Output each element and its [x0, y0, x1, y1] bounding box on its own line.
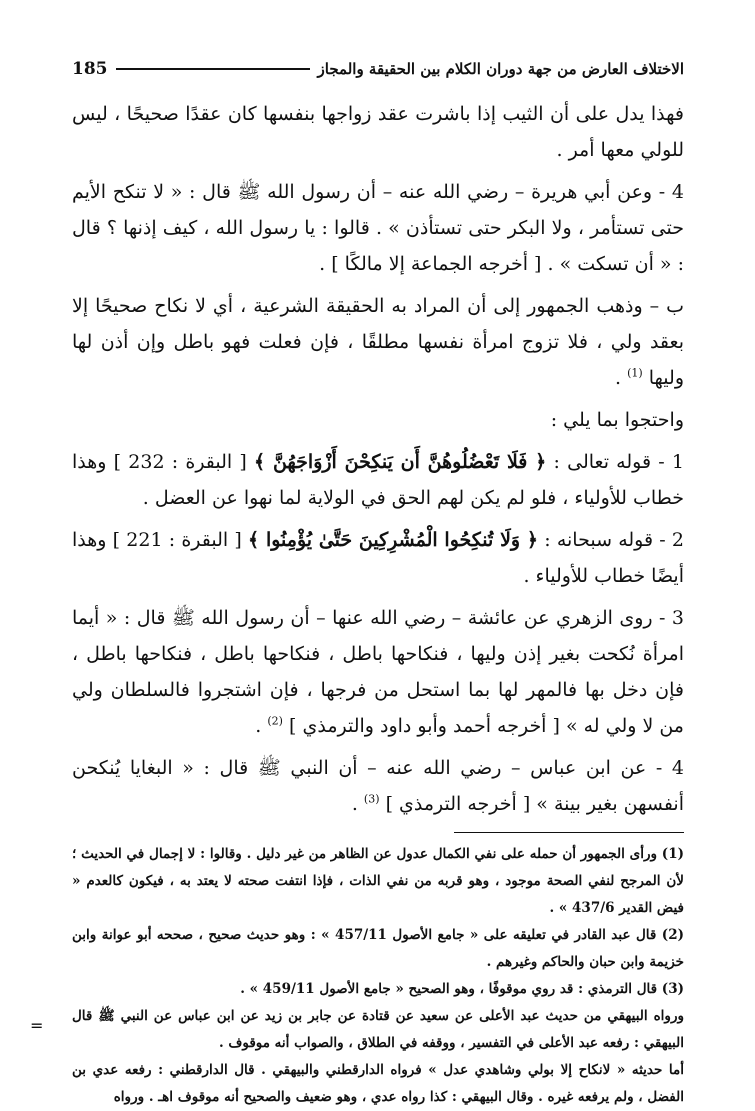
footnote-3-continued-bayhaqi: ورواه البيهقي من حديث عبد الأعلى عن سعيد عن قتادة عن جابر بن زيد عن ابن عباس عن النبي ﷺ قال البيهقي : رفعه عبد الأعلى في التفسير ، ووقفه في الطلاق ، والصواب أنه موقوف . [72, 1008, 684, 1051]
page-header [72, 52, 684, 86]
footnote-2: (2) قال عبد القادر في تعليقه على « جامع الأصول 457/11 » : وهو حديث صحيح ، صححه أبو عوانة وابن خزيمة وابن حبان والحاكم وغيرهم . [72, 927, 684, 970]
evidence-item-4-end: . [351, 793, 364, 815]
quran-verse-221: ﴿ وَلَا تُنكِحُوا الْمُشْرِكِينَ حَتَّىٰ يُؤْمِنُوا ﴾ [248, 529, 539, 551]
document-page [72, 52, 684, 1111]
page-number: 185 [72, 59, 108, 79]
footnote-3-continued-daraqutni: أما حديثه « لانكاح إلا بولي وشاهدي عدل » فرواه الدارقطني والبيهقي . قال الدارقطني : رفعه عدي بن الفضل ، ولم يرفعه غيره . وقال البيهقي : كذا رواه عدي ، وهو ضعيف والصحيح أنه موقوف اهـ . ورواه [72, 1062, 684, 1105]
evidence-item-2-pre: 2 - قوله سبحانه : [538, 529, 685, 551]
hadith-abu-hurayra: 4 - وعن أبي هريرة – رضي الله عنه – أن رسول الله ﷺ قال : « لا تنكح الأيم حتى تستأمر ، ولا البكر حتى تستأذن » . قالوا : يا رسول الله ، كيف إذنها ؟ قال : « أن تسكت » . [ أخرجه الجماعة إلا مالكًا ] . [72, 181, 684, 275]
header-rule [116, 68, 310, 70]
quran-verse-232: ﴿ فَلَا تَعْضُلُوهُنَّ أَن يَنكِحْنَ أَزْوَاجَهُنَّ ﴾ [254, 451, 547, 473]
evidence-item-3 [72, 600, 684, 744]
footnote-ref-1: (1) [627, 366, 643, 380]
paragraph-jumhur-text: ب – وذهب الجمهور إلى أن المراد به الحقيقة الشرعية ، أي لا نكاح صحيحًا إلا بعقد ولي ، فلا تزوج امرأة نفسها مطلقًا ، فإن فعلت فهو باطل وإن أذن لها وليها [72, 295, 684, 389]
evidence-item-3-text: 3 - روى الزهري عن عائشة – رضي الله عنها – أن رسول الله ﷺ قال : « أيما امرأة نُكحت بغير إذن وليها ، فنكاحها باطل ، فنكاحها باطل ، فنكاحها باطل ، فإن دخل بها فالمهر لها بما استحل من فرجها ، فإن اشتجروا فالسلطان ولي من لا ولي له » [ أخرجه أحمد وأبو داود والترمذي ] [72, 607, 684, 737]
footnote-ref-3: (3) [363, 792, 380, 806]
evidence-item-1-post: [ البقرة : 232 ] وهذا خطاب للأولياء ، فلو لم يكن لهم الحق في الولاية لما نهوا عن العضل . [72, 451, 684, 509]
footnote-ref-2: (2) [267, 714, 283, 728]
paragraph-jumhur-end: . [615, 367, 628, 389]
paragraph-evidence-intro: واحتجوا بما يلي : [550, 409, 684, 431]
continuation-mark: = [30, 1016, 44, 1035]
evidence-item-2 [72, 522, 684, 594]
footnote-3: (3) قال الترمذي : قد روي موقوفًا ، وهو الصحيح « جامع الأصول 459/11 » . [240, 981, 684, 997]
evidence-item-3-end: . [255, 715, 268, 737]
evidence-item-1-pre: 1 - قوله تعالى : [546, 451, 684, 473]
footnote-1: (1) ورأى الجمهور أن حمله على نفي الكمال عدول عن الظاهر من غير دليل . وقالوا : لا إجمال في الحديث ؛ لأن المرجح لنفي الصحة موجود ، وهو قربه من نفي الذات ، فإذا انتفت صحته لا يعتد به ، فيكون كالعدم « فيض القدير 437/6 » . [72, 846, 684, 916]
evidence-item-1 [72, 444, 684, 516]
evidence-item-2-post: [ البقرة : 221 ] وهذا أيضًا خطاب للأولياء . [72, 529, 684, 587]
paragraph-jumhur [72, 288, 684, 396]
running-title: الاختلاف العارض من جهة دوران الكلام بين الحقيقة والمجاز [317, 60, 684, 78]
paragraph-thayyib: فهذا يدل على أن الثيب إذا باشرت عقد زواجها بنفسها كان عقدًا صحيحًا ، ليس للولي معها أمر . [72, 103, 684, 161]
evidence-item-4-text: 4 - عن ابن عباس – رضي الله عنه – أن النبي ﷺ قال : « البغايا يُنكحن أنفسهن بغير بينة » [ أخرجه الترمذي ] [72, 757, 684, 815]
footnote-separator [454, 832, 684, 833]
evidence-item-4 [72, 750, 684, 822]
